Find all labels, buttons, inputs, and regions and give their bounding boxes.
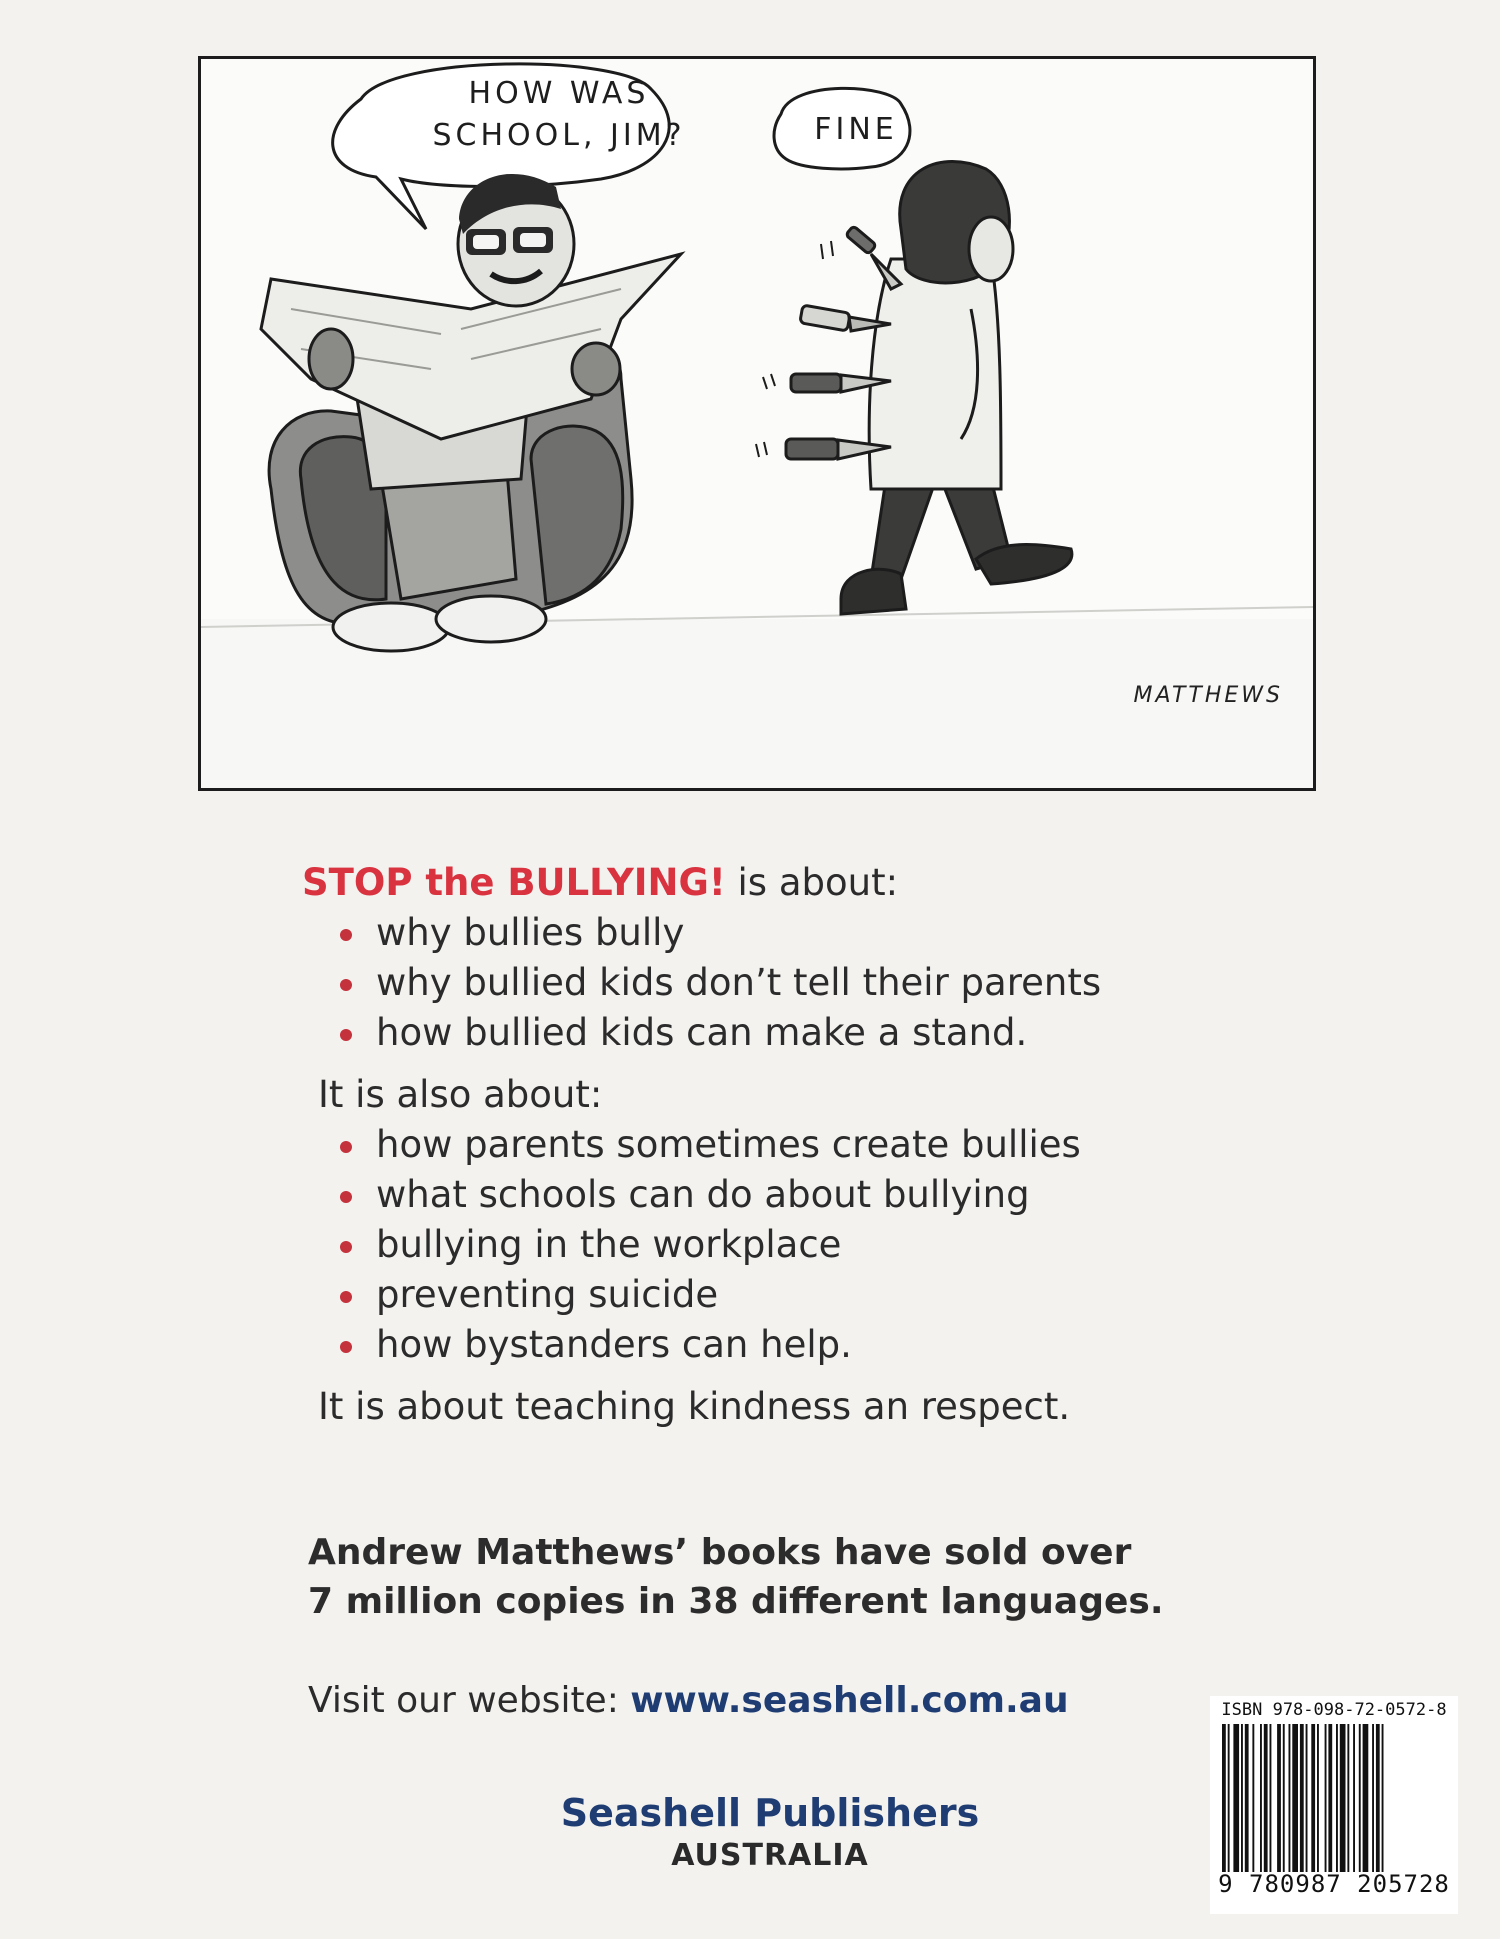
bullet-icon [340,1191,352,1203]
blurb-intro-2: It is also about: [318,1073,603,1116]
list-item-text: how bullied kids can make a stand. [376,1011,1028,1054]
list-item [340,1220,1222,1270]
blurb-intro-suffix: is about: [725,861,899,904]
list-item-text: bullying in the workplace [376,1223,842,1266]
bullet-icon [340,1291,352,1303]
blurb-closing: It is about teaching kindness an respect. [318,1385,1071,1428]
list-item-text: why bullied kids don’t tell their parents [376,961,1102,1004]
topics-group-2 [302,1070,1222,1370]
list-item [340,1170,1222,1220]
cartoon-panel [198,56,1316,791]
sales-statement [308,1528,1164,1626]
list-item-text: preventing suicide [376,1273,719,1316]
bullet-icon [340,1141,352,1153]
bullet-icon [340,1241,352,1253]
list-item-text: how parents sometimes create bullies [376,1123,1081,1166]
barcode-bars-icon [1222,1724,1446,1872]
sales-line-2: 7 million copies in 38 different languages. [308,1581,1164,1622]
bullet-icon [340,1029,352,1041]
list-item-text: what schools can do about bullying [376,1173,1030,1216]
parent-speech-line-1: HOW WAS [468,76,650,111]
isbn-barcode [1210,1696,1458,1914]
cartoonist-signature: MATTHEWS [1133,683,1283,708]
list-item [340,908,1222,958]
sales-line-1: Andrew Matthews’ books have sold over [308,1532,1132,1573]
publisher-block [490,1788,1050,1873]
book-blurb [302,858,1222,1432]
bullet-icon [340,979,352,991]
list-item [340,1320,1222,1370]
list-item [340,1120,1222,1170]
topics-list-1 [302,908,1222,1058]
list-item-text: how bystanders can help. [376,1323,852,1366]
child-speech-text: FINE [814,112,898,147]
list-item [340,958,1222,1008]
parent-speech-line-2: SCHOOL, JIM? [432,118,686,153]
publisher-name: Seashell Publishers [560,1791,980,1835]
list-item [340,1270,1222,1320]
cartoon-illustration [201,59,1313,788]
book-title: STOP the BULLYING! [302,861,726,904]
bullet-icon [340,929,352,941]
parent-speech-text [409,73,709,157]
list-item-text: why bullies bully [376,911,685,954]
barcode-digits: 9 780987 205728 [1218,1870,1450,1898]
topics-list-2 [318,1120,1222,1370]
website-link[interactable]: www.seashell.com.au [630,1680,1069,1721]
isbn-number: ISBN 978-098-72-0572-8 [1221,1700,1447,1720]
website-line [308,1680,1069,1721]
bullet-icon [340,1341,352,1353]
website-label: Visit our website: [308,1680,631,1721]
list-item [340,1008,1222,1058]
publisher-country: AUSTRALIA [671,1838,869,1873]
blurb-intro [302,858,1222,908]
